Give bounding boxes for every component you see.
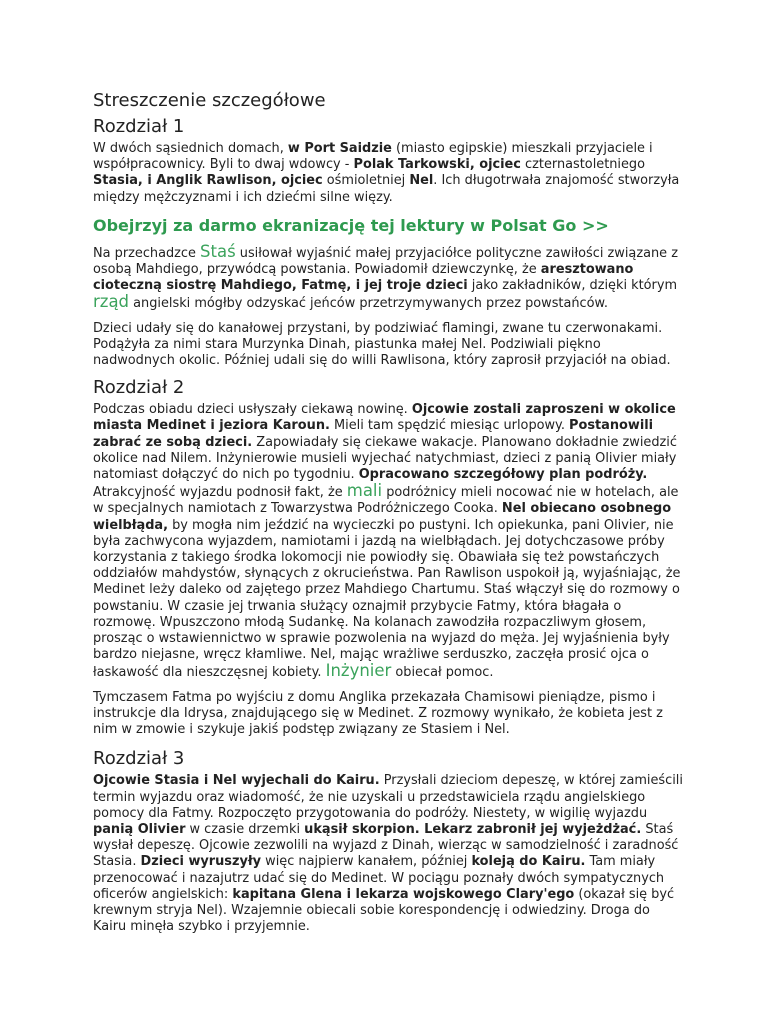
keyword-link[interactable]: Staś xyxy=(200,241,236,261)
chapter2-paragraph1: Podczas obiadu dzieci usłyszały ciekawą nowinę. Ojcowie zostali zaproszeni w okolice miasta Medinet i jeziora Karoun. Mieli tam spędzić miesiąc urlopowy. Postanowili zabrać ze sobą dzieci. Zapowiadały się ciekawe wakacje. Planowano dokładnie zwiedzić okolice nad Nilem. Inżynierowie musieli wyjechać natychmiast, dzieci z panią Olivier miały natomiast dołączyć do nich po tygodniu. Opracowano szczegółowy plan podróży. Atrakcyjność wyjazdu podnosił fakt, że mali podróżnicy mieli nocować nie w hotelach, ale w specjalnych namiotach z Towarzystwa Podróżniczego Cooka. Nel obiecano osobnego wielbłąda, by mogła nim jeździć na wycieczki po pustyni. Ich opiekunka, pani Olivier, nie była zachwycona wyjazdem, namiotami i jazdą na wielbłądach. Jej dotychczasowe próby korzystania z takiego środka lokomocji nie powiodły się. Obawiała się też powstańczych oddziałów mahdystów, słynących z okrucieństwa. Pan Rawlison uspokoił ją, wyjaśniając, że Medinet leży daleko od zajętego przez Mahdiego Chartumu. Staś włączył się do rozmowy o powstaniu. W czasie jej trwania służący oznajmił przybycie Fatmy, która błagała o rozmowę. Wpuszczono młodą Sudankę. Na kolanach zawodziła rozpaczliwym głosem, prosząc o wstawiennictwo w sprawie pozwolenia na wyjazd do męża. Jej wyjaśnienia były bardzo niejasne, wręcz kłamliwe. Nel, mając wrażliwe serduszko, zaczęła prosić ojca o łaskawość dla nieszczęsnej kobiety. Inżynier obiecał pomoc. xyxy=(93,402,681,681)
chapter1-paragraph2: Na przechadzce Staś usiłował wyjaśnić małej przyjaciółce polityczne zawiłości związane z osobą Mahdiego, przywódcą powstania. Powiadomił dziewczynkę, że aresztowano cioteczną siostrę Mahdiego, Fatmę, i jej troje dzieci jako zakładników, dzięki którym rząd angielski mógłby odzyskać jeńców przetrzymywanych przez powstańców. xyxy=(93,241,678,312)
chapter-heading: Rozdział 2 xyxy=(93,377,185,399)
promo-link[interactable]: Obejrzyj za darmo ekranizację tej lektury w Polsat Go >> xyxy=(93,215,609,235)
chapter-heading: Rozdział 1 xyxy=(93,116,185,137)
keyword-link[interactable]: Inżynier xyxy=(325,661,392,681)
keyword-link[interactable]: mali xyxy=(346,481,383,501)
chapter-heading: Rozdział 3 xyxy=(93,748,185,770)
chapter2-paragraph2: Tymczasem Fatma po wyjściu z domu Anglika przekazała Chamisowi pieniądze, pismo i instrukcje dla Idrysa, znajdującego się w Medinet. Z rozmowy wynikało, że kobieta jest z nim w zmowie i szykuje jakiś podstęp związany ze Stasiem i Nel. xyxy=(93,689,663,738)
chapter1-paragraph3: Dzieci udały się do kanałowej przystani, by podziwiać flamingi, zwane tu czerwonakami. Podążyła za nimi stara Murzynka Dinah, piastunka małej Nel. Podziwiali piękno nadwodnych okolic. Później udali się do willi Rawlisona, który zaprosił przyjaciół na obiad. xyxy=(93,320,671,369)
document-title: Streszczenie szczegółowe xyxy=(93,90,326,111)
chapter3-paragraph1: Ojcowie Stasia i Nel wyjechali do Kairu. Przysłali dzieciom depeszę, w której zamieścili termin wyjazdu oraz wiadomość, że nie uzyskali u przedstawiciela rządu angielskiego pomocy dla Fatmy. Rozpoczęto przygotowania do podróży. Niestety, w wigilię wyjazdu panią Olivier w czasie drzemki ukąsił skorpion. Lekarz zabronił jej wyjeżdżać. Staś wysłał depeszę. Ojcowie zezwolili na wyjazd z Dinah, wierząc w samodzielność i zaradność Stasia. Dzieci wyruszyły więc najpierw kanałem, później koleją do Kairu. Tam miały przenocować i nazajutrz udać się do Medinet. W pociągu poznały dwóch sympatycznych oficerów angielskich: kapitana Glena i lekarza wojskowego Clary'ego (okazał się być krewnym stryja Nel). Wzajemnie obiecali sobie korespondencję i odwiedziny. Droga do Kairu minęła szybko i przyjemnie. xyxy=(93,773,683,935)
document-content xyxy=(93,90,683,943)
keyword-link[interactable]: rząd xyxy=(93,292,130,312)
chapter1-paragraph1: W dwóch sąsiednich domach, w Port Saidzie (miasto egipskie) mieszkali przyjaciele i współpracownicy. Byli to dwaj wdowcy - Polak Tarkowski, ojciec czternastoletniego Stasia, i Anglik Rawlison, ojciec ośmioletniej Nel. Ich długotrwała znajomość stworzyła między mężczyznami i ich dziećmi silne więzy. xyxy=(93,141,680,205)
